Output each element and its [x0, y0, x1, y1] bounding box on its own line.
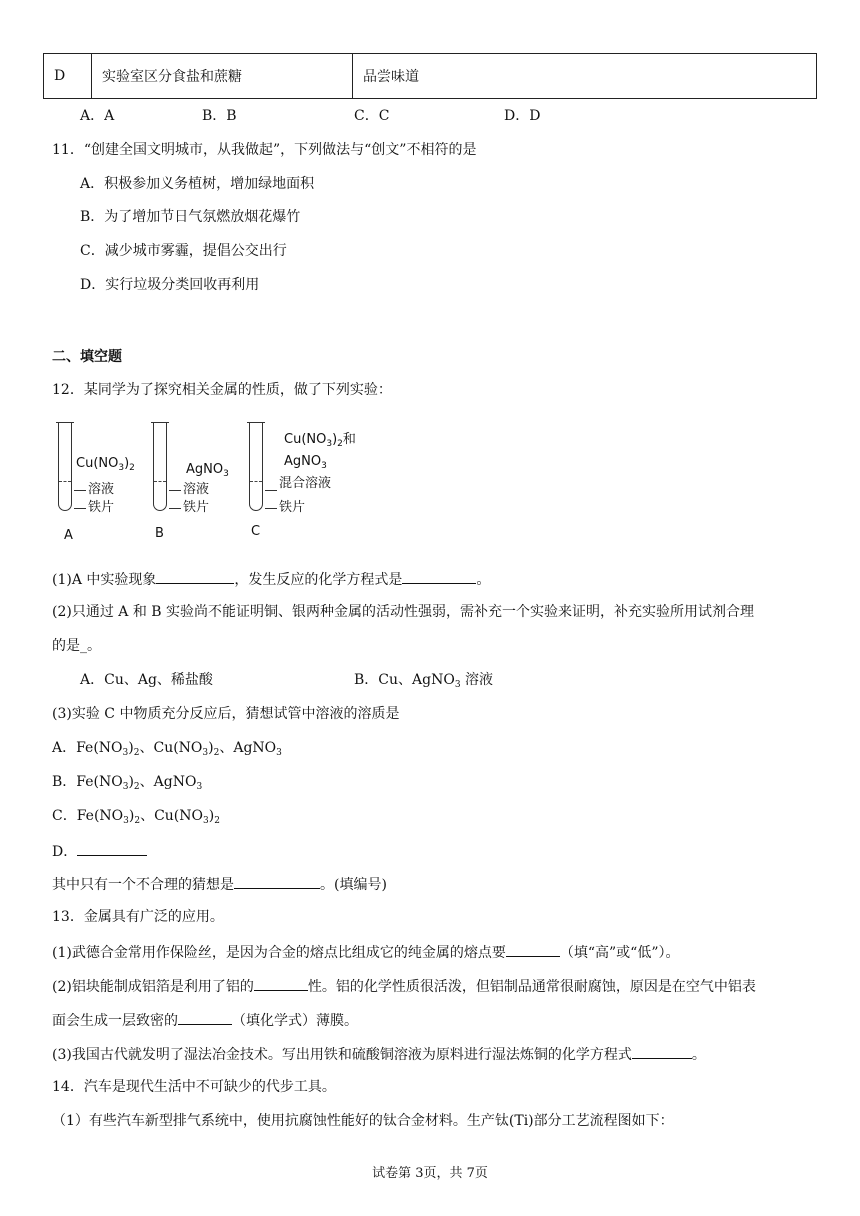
tube-a-metal-label: 铁片 [88, 500, 115, 515]
q12-guess-a: A．$Fe(NO_3)_2$、$Cu(NO_3)_2$、AgNO$_3$ [52, 740, 282, 758]
tube-b-solution-label: AgNO$_3$ [186, 462, 229, 479]
q13-part2-line2: 面会生成一层致密的 （填化学式）薄膜。 [52, 1010, 358, 1030]
tube-b-liquid [154, 481, 166, 510]
tube-c-liquid [250, 481, 262, 510]
q11-stem: 11．“创建全国文明城市，从我做起”，下列做法与“创文”不相符的是 [52, 142, 477, 158]
tube-c-letter: C [251, 524, 261, 539]
tube-a-liquid [59, 481, 71, 510]
tube-a-solution-label: $Cu(NO_3)_2$ [76, 456, 135, 473]
q12-guess-d: D． [52, 841, 147, 861]
table-row [44, 54, 817, 99]
tube-c-solution-label-1: $Cu(NO_3)_2$和 [284, 432, 356, 449]
q12-blank-unreasonable[interactable] [234, 874, 320, 889]
q13-part3: (3)我国古代就发明了湿法冶金技术。写出用铁和硫酸铜溶液为原料进行湿法炼铜的化学方程式 。 [52, 1044, 706, 1064]
q11-option-d[interactable]: D．实行垃圾分类回收再利用 [80, 277, 260, 293]
q12-guess-c: C．$Fe(NO_3)_2$、$Cu(NO_3)_2$ [52, 808, 220, 826]
q12-part2-line1: (2)只通过 A 和 B 实验尚不能证明铜、银两种金属的活动性强弱，需补充一个实验来证明，补充实验所用试剂合理 [52, 604, 755, 620]
q13-blank-equation[interactable] [632, 1044, 692, 1059]
page-footer: 试卷第 3页，共 7页 [372, 1166, 488, 1181]
q12-blank-phenomenon[interactable] [156, 569, 234, 584]
q12-part3: (3)实验 C 中物质充分反应后，猜想试管中溶液的溶质是 [52, 706, 400, 722]
q12-blank-equation[interactable] [402, 569, 476, 584]
tube-b [153, 422, 167, 511]
tube-a-solution-word: 溶液 [88, 482, 115, 497]
table-cell-method: 品尝味道 [353, 54, 817, 99]
q13-part1: (1)武德合金常用作保险丝，是因为合金的熔点比组成它的纯金属的熔点要 （填“高”或“低”）。 [52, 942, 679, 962]
tube-c-metal-label: 铁片 [279, 500, 306, 515]
q13-blank-property[interactable] [254, 976, 308, 991]
q12-guess-b: B．$Fe(NO_3)_2$、AgNO$_3$ [52, 774, 203, 792]
tube-c [249, 422, 263, 511]
experiment-figure [40, 412, 380, 548]
tube-a-letter: A [64, 528, 73, 543]
answer-table [43, 53, 817, 99]
q14-part1: （1）有些汽车新型排气系统中，使用抗腐蚀性能好的钛合金材料。生产钛(Ti)部分工艺流程图如下： [52, 1113, 674, 1129]
tube-c-solution-label-2: AgNO$_3$ [284, 454, 327, 471]
q12-part2-option-b[interactable]: B．Cu、AgNO$_3$ 溶液 [354, 672, 494, 690]
q11-option-a[interactable]: A．积极参加义务植树，增加绿地面积 [80, 176, 315, 192]
q10-option-b[interactable]: B．B [202, 108, 237, 124]
section-heading: 二、填空题 [52, 349, 122, 365]
q10-option-d[interactable]: D．D [504, 108, 541, 124]
table-cell-option: D [44, 54, 92, 99]
tube-a [58, 422, 72, 511]
q12-part2-line2: 的是_。 [52, 638, 101, 654]
q10-option-c[interactable]: C．C [354, 108, 390, 124]
q13-blank-formula[interactable] [178, 1010, 232, 1025]
tube-c-solution-word: 混合溶液 [279, 476, 332, 491]
q13-stem: 13．金属具有广泛的应用。 [52, 909, 224, 925]
q12-part1: (1)A 中实验现象 ，发生反应的化学方程式是 。 [52, 569, 490, 589]
tube-b-solution-word: 溶液 [183, 482, 210, 497]
q11-option-c[interactable]: C．减少城市雾霾，提倡公交出行 [80, 243, 287, 259]
q12-part3-tail: 其中只有一个不合理的猜想是 。(填编号) [52, 874, 387, 894]
tube-b-metal-label: 铁片 [183, 500, 210, 515]
q13-part2-line1: (2)铝块能制成铝箔是利用了铝的 性。铝的化学性质很活泼，但铝制品通常很耐腐蚀，原因是在空气中铝表 [52, 976, 756, 996]
q12-stem: 12．某同学为了探究相关金属的性质，做了下列实验： [52, 382, 392, 398]
tube-b-letter: B [155, 526, 164, 541]
q11-option-b[interactable]: B．为了增加节日气氛燃放烟花爆竹 [80, 209, 301, 225]
q10-option-a[interactable]: A．A [80, 108, 115, 124]
q12-blank-guess-d[interactable] [77, 841, 147, 856]
table-cell-experiment: 实验室区分食盐和蔗糖 [92, 54, 353, 99]
q14-stem: 14．汽车是现代生活中不可缺少的代步工具。 [52, 1079, 336, 1095]
q13-blank-melting[interactable] [506, 942, 560, 957]
q12-part2-option-a[interactable]: A．Cu、Ag、稀盐酸 [80, 672, 213, 688]
